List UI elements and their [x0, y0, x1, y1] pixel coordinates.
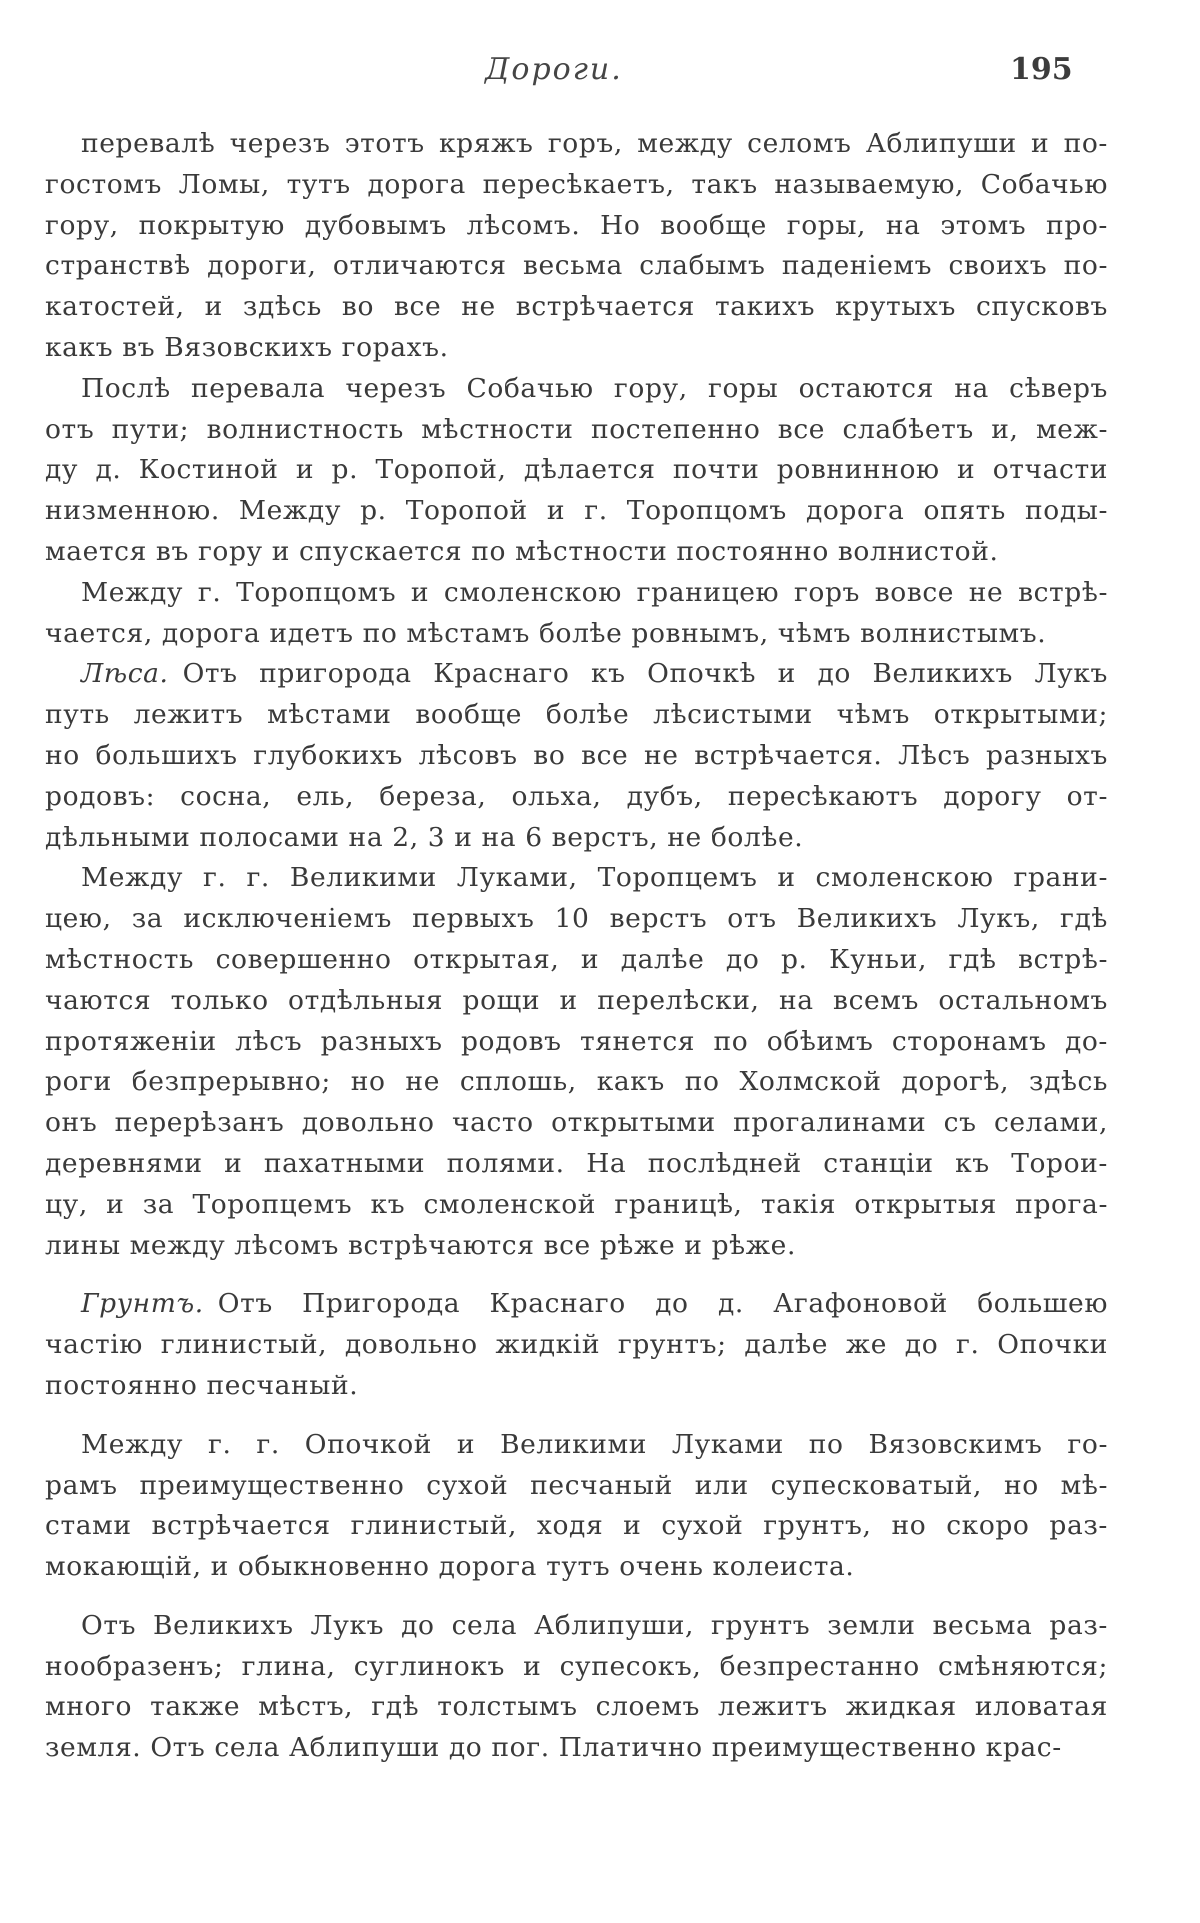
- line-text: частію глинистый, довольно жидкій грунтъ; далѣе же до г. Опочки: [45, 1329, 1108, 1361]
- text-line: [45, 1185, 1108, 1226]
- line-text: земля. Отъ села Аблипуши до пог. Платично преимущественно крас-: [45, 1732, 1062, 1764]
- line-text: Между г. г. Опочкой и Великими Луками по Вязовскимъ го-: [81, 1428, 1108, 1460]
- text-line: [45, 573, 1108, 614]
- line-text: отъ пути; волнистность мѣстности постепенно все слабѣетъ и, меж-: [45, 413, 1108, 445]
- line-text: чаются только отдѣльныя рощи и перелѣски, на всемъ остальномъ: [45, 984, 1108, 1016]
- line-text: но большихъ глубокихъ лѣсовъ во все не встрѣчается. Лѣсъ разныхъ: [45, 739, 1108, 771]
- line-text: лины между лѣсомъ встрѣчаются все рѣже и рѣже.: [45, 1229, 796, 1261]
- line-text: много также мѣстъ, гдѣ толстымъ слоемъ лежитъ жидкая иловатая: [45, 1691, 1108, 1723]
- text-line: [45, 206, 1108, 247]
- text-line: [45, 654, 1108, 695]
- running-title: Дороги.: [485, 52, 623, 87]
- text-line: [45, 899, 1108, 940]
- line-text: мѣстность совершенно открытая, и далѣе до р. Куньи, гдѣ встрѣ-: [45, 943, 1108, 975]
- text-line: [45, 777, 1108, 818]
- text-line: [45, 1466, 1108, 1507]
- text-line: [45, 124, 1108, 165]
- body-text: [45, 124, 1108, 1769]
- paragraph: [45, 369, 1108, 573]
- line-text: стами встрѣчается глинистый, ходя и сухой грунтъ, но скоро раз-: [45, 1510, 1108, 1542]
- line-text: какъ въ Вязовскихъ горахъ.: [45, 331, 449, 363]
- text-line: [45, 1547, 1108, 1588]
- line-text: постоянно песчаный.: [45, 1369, 359, 1401]
- text-line: [45, 1022, 1108, 1063]
- text-line: [45, 818, 1108, 859]
- text-line: [45, 1366, 1108, 1407]
- line-text: Отъ пригорода Краснаго къ Опочкѣ и до Великихъ Лукъ: [182, 658, 1108, 690]
- text-line: [45, 450, 1108, 491]
- text-line: [45, 1226, 1108, 1267]
- line-text: Отъ Пригорода Краснаго до д. Агафоновой большею: [217, 1288, 1108, 1320]
- text-line: [45, 858, 1108, 899]
- line-text: роги безпрерывно; но не сплошь, какъ по Холмской дорогѣ, здѣсь: [45, 1066, 1108, 1098]
- text-line: [45, 1728, 1108, 1769]
- text-line: [45, 491, 1108, 532]
- text-line: [45, 1284, 1108, 1325]
- text-line: [45, 328, 1108, 369]
- line-text: путь лежитъ мѣстами вообще болѣе лѣсистыми чѣмъ открытыми;: [45, 699, 1108, 731]
- paragraph: [45, 654, 1108, 858]
- text-line: [45, 1687, 1108, 1728]
- text-line: [45, 369, 1108, 410]
- text-line: [45, 1425, 1108, 1466]
- line-text: мокающій, и обыкновенно дорога тутъ очень колеиста.: [45, 1551, 855, 1583]
- text-line: [45, 1103, 1108, 1144]
- line-text: Послѣ перевала черезъ Собачью гору, горы остаются на сѣверъ: [81, 372, 1108, 404]
- text-line: [45, 695, 1108, 736]
- text-line: [45, 532, 1108, 573]
- paragraph: [45, 858, 1108, 1266]
- running-head: [0, 52, 1200, 92]
- line-text: мается въ гору и спускается по мѣстности постоянно волнистой.: [45, 535, 999, 567]
- paragraph-lead: Грунтъ.: [81, 1288, 204, 1320]
- line-text: дѣльными полосами на 2, 3 и на 6 верстъ, не болѣе.: [45, 821, 804, 853]
- line-text: перевалѣ черезъ этотъ кряжъ горъ, между селомъ Аблипуши и по-: [81, 128, 1108, 159]
- line-text: чается, дорога идетъ по мѣстамъ болѣе ровнымъ, чѣмъ волнистымъ.: [45, 617, 1047, 649]
- text-line: [45, 736, 1108, 777]
- paragraph: [45, 1284, 1108, 1406]
- text-line: [45, 1325, 1108, 1366]
- line-text: гостомъ Ломы, тутъ дорога пересѣкаетъ, такъ называемую, Собачью: [45, 168, 1108, 200]
- text-line: [45, 410, 1108, 451]
- paragraph: [45, 573, 1108, 655]
- text-line: [45, 246, 1108, 287]
- page-number: 195: [1010, 52, 1073, 87]
- text-line: [45, 1144, 1108, 1185]
- text-line: [45, 981, 1108, 1022]
- line-text: нообразенъ; глина, суглинокъ и супесокъ, безпрестанно смѣняются;: [45, 1650, 1108, 1682]
- line-text: катостей, и здѣсь во все не встрѣчается такихъ крутыхъ спусковъ: [45, 291, 1108, 323]
- text-line: [45, 1506, 1108, 1547]
- text-line: [45, 165, 1108, 206]
- line-text: гору, покрытую дубовымъ лѣсомъ. Но вообще горы, на этомъ про-: [45, 209, 1108, 241]
- paragraph: [45, 1606, 1108, 1769]
- line-text: цу, и за Торопцемъ къ смоленской границѣ, такія открытыя прога-: [45, 1188, 1108, 1220]
- text-line: [45, 1606, 1108, 1647]
- line-text: Отъ Великихъ Лукъ до села Аблипуши, грунтъ земли весьма раз-: [81, 1609, 1108, 1641]
- text-line: [45, 1647, 1108, 1688]
- line-text: цею, за исключеніемъ первыхъ 10 верстъ отъ Великихъ Лукъ, гдѣ: [45, 903, 1108, 935]
- line-text: ду д. Костиной и р. Торопой, дѣлается почти ровнинною и отчасти: [45, 454, 1108, 486]
- text-line: [45, 1062, 1108, 1103]
- line-text: Между г. Торопцомъ и смоленскою границею горъ вовсе не встрѣ-: [81, 576, 1108, 608]
- line-text: родовъ: сосна, ель, береза, ольха, дубъ, пересѣкаютъ дорогу от-: [45, 780, 1108, 812]
- line-text: Между г. г. Великими Луками, Торопцемъ и смоленскою грани-: [81, 862, 1108, 894]
- paragraph-lead: Лѣса.: [81, 658, 169, 690]
- line-text: онъ перерѣзанъ довольно часто открытыми прогалинами съ селами,: [45, 1107, 1108, 1139]
- line-text: странствѣ дороги, отличаются весьма слабымъ паденіемъ своихъ по-: [45, 250, 1108, 282]
- text-line: [45, 614, 1108, 655]
- paragraph: [45, 124, 1108, 369]
- line-text: рамъ преимущественно сухой песчаный или супесковатый, но мѣ-: [45, 1469, 1108, 1501]
- line-text: низменною. Между р. Торопой и г. Торопцомъ дорога опять поды-: [45, 495, 1108, 527]
- line-text: протяженіи лѣсъ разныхъ родовъ тянется по обѣимъ сторонамъ до-: [45, 1025, 1108, 1057]
- text-line: [45, 287, 1108, 328]
- paragraph: [45, 1425, 1108, 1588]
- line-text: деревнями и пахатными полями. На послѣдней станціи къ Торои-: [45, 1147, 1108, 1179]
- text-line: [45, 940, 1108, 981]
